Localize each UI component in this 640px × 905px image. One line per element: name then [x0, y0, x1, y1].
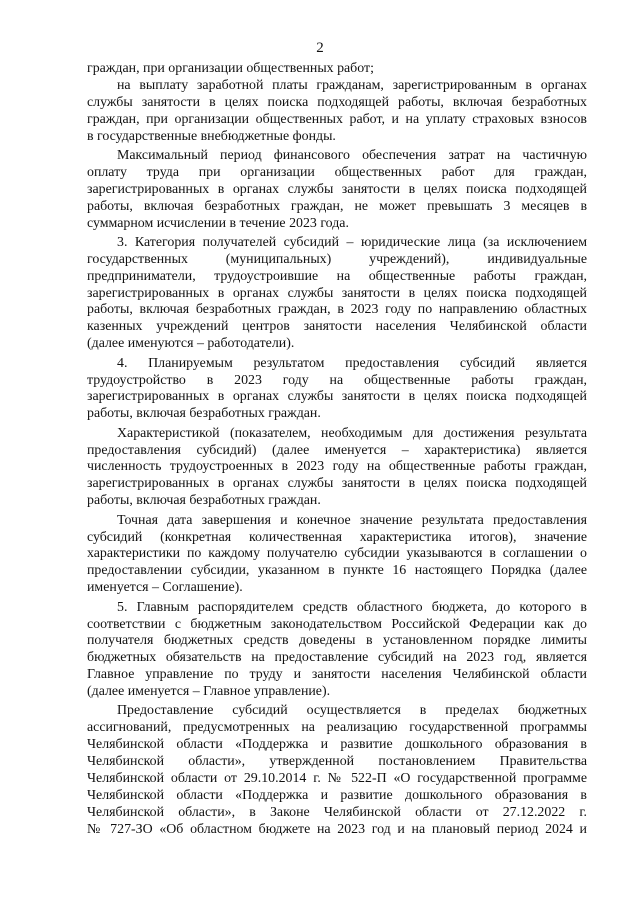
text-line: граждан, при организации общественных работ; [87, 61, 374, 76]
text-line: Челябинской области «Поддержка и развитие дошкольного образования в [87, 737, 587, 753]
text-line: зарегистрированных в органах службы занятости в целях поиска подходящей [87, 476, 587, 492]
text-line: численность трудоустроенных в 2023 году на общественные работы граждан, [87, 459, 587, 475]
text-line: 3. Категория получателей субсидий – юридические лица (за исключением [117, 234, 587, 250]
text-line: Максимальный период финансового обеспечения затрат на частичную [117, 147, 587, 163]
text-line: работы, включая безработных граждан, в 2023 году по направлению областных [87, 302, 587, 318]
text-line: характеристики по каждому получателю субсидии указываются в соглашении о [87, 546, 587, 562]
text-line: государственных (муниципальных) учреждений), индивидуальные [87, 251, 587, 267]
text-line: предприниматели, трудоустроившие на общественные работы граждан, [87, 268, 587, 284]
text-line: предоставлении субсидии, указанном в пункте 16 настоящего Порядка (далее [87, 563, 587, 579]
document-body [87, 61, 587, 839]
text-line: 5. Главным распорядителем средств областного бюджета, до которого в [117, 599, 587, 615]
text-line: № 727-ЗО «Об областном бюджете на 2023 год и на плановый период 2024 и [87, 821, 587, 837]
text-line: трудоустройство в 2023 году на общественные работы граждан, [87, 372, 587, 388]
text-line: ассигнований, предусмотренных на реализацию государственной программы [87, 720, 587, 736]
text-line: бюджетных обязательств на предоставление субсидий на 2023 год, является [87, 650, 587, 666]
text-line: именуется – Соглашение). [87, 580, 243, 596]
text-line: Челябинской области», в Законе Челябинской области от 27.12.2022 г. [87, 804, 587, 820]
text-line: субсидий (конкретная количественная характеристика итогов), значение [87, 529, 587, 545]
text-line: Челябинской области от 29.10.2014 г. № 522-П «О государственной программе [87, 771, 587, 787]
text-line: 4. Планируемым результатом предоставления субсидий является [117, 355, 587, 371]
text-line: получателя бюджетных средств доведены в установленном порядке лимиты [87, 633, 587, 649]
text-line: зарегистрированных в органах службы занятости в целях поиска подходящей [87, 285, 587, 301]
text-line: Главное управление по труду и занятости населения Челябинской области [87, 667, 587, 683]
text-line: Челябинской области», утвержденной постановлением Правительства [87, 754, 587, 770]
text-line: зарегистрированных в органах службы занятости в целях поиска подходящей [87, 389, 587, 405]
text-line: Характеристикой (показателем, необходимым для достижения результата [117, 425, 587, 441]
text-line: Точная дата завершения и конечное значение результата предоставления [117, 512, 587, 528]
text-line: оплату труда при организации общественных работ для граждан, [87, 164, 587, 180]
text-line: граждан, при организации общественных работ, и на уплату страховых взносов [87, 111, 587, 127]
page-number: 2 [316, 40, 324, 56]
text-line: Предоставление субсидий осуществляется в пределах бюджетных [117, 703, 587, 719]
text-line: (далее именуется – Главное управление). [87, 684, 331, 700]
text-line: зарегистрированных в органах службы занятости в целях поиска подходящей [87, 181, 587, 197]
text-line: в государственные внебюджетные фонды. [87, 128, 336, 144]
text-line: соответствии с бюджетным законодательством Российской Федерации как до [87, 616, 587, 632]
text-line: работы, включая безработных граждан. [87, 493, 321, 509]
text-line: казенных учреждений центров занятости населения Челябинской области [87, 319, 587, 335]
text-line: на выплату заработной платы гражданам, зарегистрированным в органах [117, 77, 587, 93]
text-line: предоставления субсидий) (далее именуется – характеристика) является [87, 442, 587, 458]
text-line: Челябинской области «Поддержка и развитие дошкольного образования в [87, 787, 587, 803]
text-line: (далее именуются – работодатели). [87, 336, 295, 352]
text-line: суммарном исчислении в течение 2023 года. [87, 215, 349, 231]
text-line: работы, включая безработных граждан. [87, 406, 321, 422]
text-line: службы занятости в целях поиска подходящей работы, включая безработных [87, 94, 587, 110]
text-line: работы, включая безработных граждан, не может превышать 3 месяцев в [87, 198, 587, 214]
